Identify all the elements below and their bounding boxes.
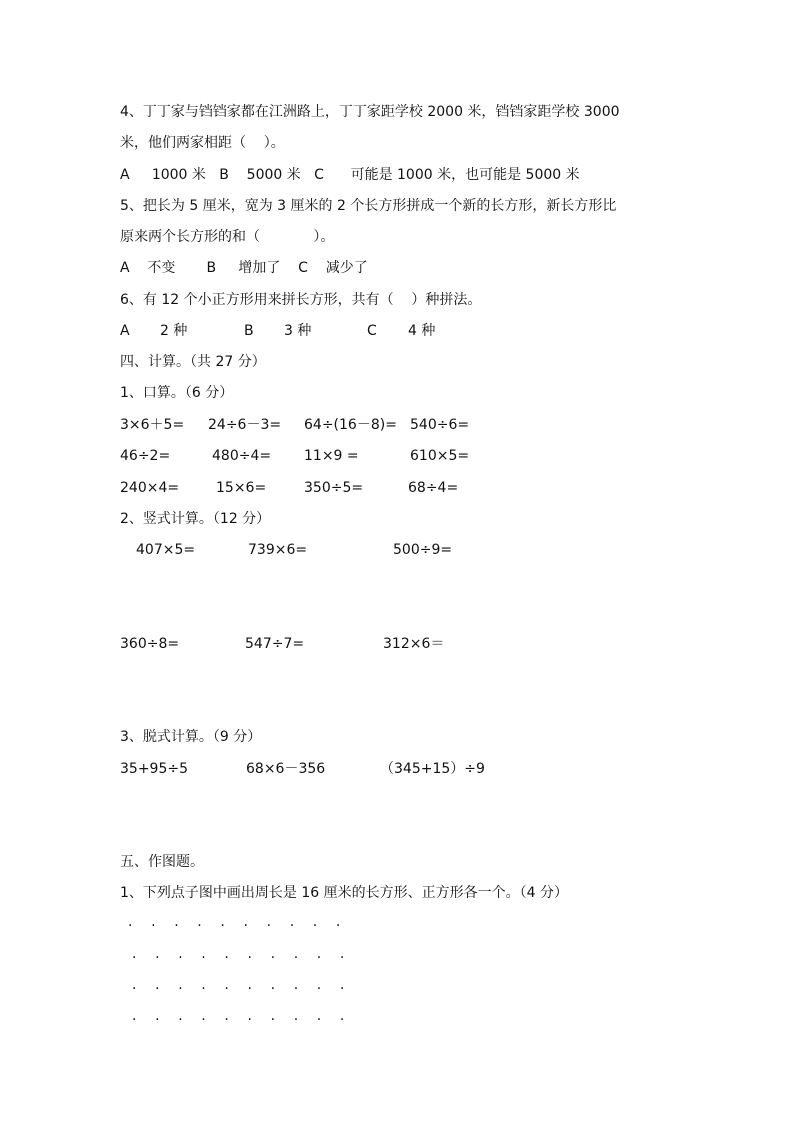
grid-dot: . bbox=[270, 977, 276, 993]
vertical-title: 2、竖式计算。（12 分） bbox=[120, 511, 271, 527]
grid-dot: . bbox=[293, 977, 299, 993]
grid-dot: . bbox=[316, 977, 322, 993]
q6-option-a-letter: A bbox=[120, 323, 130, 339]
oral-item: 3×6＋5= bbox=[120, 417, 185, 433]
oral-item: 46÷2= bbox=[120, 448, 171, 464]
grid-dot: . bbox=[132, 946, 137, 962]
oral-item: 11×9 = bbox=[304, 448, 359, 464]
grid-dot: . bbox=[178, 946, 183, 962]
q5-line1: 5、把长为 5 厘米，宽为 3 厘米的 2 个长方形拼成一个新的长方形，新长方形比 bbox=[120, 198, 617, 214]
grid-dot: . bbox=[243, 914, 248, 930]
grid-dot: . bbox=[201, 1008, 206, 1024]
q4-line1: 4、丁丁家与铛铛家都在江洲路上，丁丁家距学校 2000 米，铛铛家距学校 3000 bbox=[120, 104, 620, 120]
stepwise-item: 68×6－356 bbox=[246, 761, 326, 777]
grid-dot: . bbox=[174, 914, 179, 930]
grid-dot: . bbox=[132, 1008, 137, 1024]
grid-dot: . bbox=[335, 914, 341, 930]
grid-dot: . bbox=[224, 1008, 229, 1024]
q6-option-a-text: 2 种 bbox=[160, 323, 188, 339]
grid-dot: . bbox=[339, 946, 345, 962]
oral-item: 240×4= bbox=[120, 480, 180, 496]
grid-dot: . bbox=[293, 1008, 299, 1024]
oral-item: 24÷6－3= bbox=[208, 417, 282, 433]
oral-item: 610×5= bbox=[410, 448, 470, 464]
section4-title: 四、计算。（共 27 分） bbox=[120, 354, 266, 370]
stepwise-item: （345+15）÷9 bbox=[380, 761, 485, 777]
grid-dot: . bbox=[201, 946, 206, 962]
q4-line2: 米，他们两家相距（ ）。 bbox=[120, 135, 285, 151]
grid-dot: . bbox=[266, 914, 272, 930]
oral-item: 480÷4= bbox=[212, 448, 272, 464]
grid-dot: . bbox=[201, 977, 206, 993]
grid-dot: . bbox=[339, 1008, 345, 1024]
oral-item: 540÷6= bbox=[410, 417, 470, 433]
grid-dot: . bbox=[339, 977, 345, 993]
stepwise-title: 3、脱式计算。（9 分） bbox=[120, 729, 262, 745]
section5-q1: 1、下列点子图中画出周长是 16 厘米的长方形、正方形各一个。（4 分） bbox=[120, 885, 568, 901]
grid-dot: . bbox=[312, 914, 318, 930]
grid-dot: . bbox=[128, 914, 133, 930]
grid-dot: . bbox=[178, 977, 183, 993]
oral-title: 1、口算。（6 分） bbox=[120, 385, 234, 401]
grid-dot: . bbox=[155, 977, 160, 993]
grid-dot: . bbox=[178, 1008, 183, 1024]
grid-dot: . bbox=[224, 977, 229, 993]
grid-dot: . bbox=[270, 946, 276, 962]
grid-dot: . bbox=[224, 946, 229, 962]
q5-options: A 不变 B 增加了 C 减少了 bbox=[120, 260, 368, 276]
oral-item: 15×6= bbox=[216, 480, 267, 496]
oral-item: 64÷(16－8)= bbox=[304, 417, 397, 433]
grid-dot: . bbox=[155, 946, 160, 962]
grid-dot: . bbox=[247, 1008, 252, 1024]
vertical-item: 739×6= bbox=[248, 542, 308, 558]
grid-dot: . bbox=[293, 946, 299, 962]
vertical-item: 547÷7= bbox=[245, 636, 305, 652]
vertical-item: 312×6＝ bbox=[383, 636, 445, 652]
grid-dot: . bbox=[247, 977, 252, 993]
q6-option-c-letter: C bbox=[367, 323, 377, 339]
grid-dot: . bbox=[289, 914, 295, 930]
q6-line1: 6、有 12 个小正方形用来拼长方形，共有（ ）种拼法。 bbox=[120, 292, 482, 308]
q6-option-b-text: 3 种 bbox=[284, 323, 312, 339]
stepwise-item: 35+95÷5 bbox=[120, 761, 188, 777]
grid-dot: . bbox=[132, 977, 137, 993]
oral-item: 68÷4= bbox=[408, 480, 459, 496]
grid-dot: . bbox=[270, 1008, 276, 1024]
vertical-item: 407×5= bbox=[136, 542, 196, 558]
section5-title: 五、作图题。 bbox=[120, 854, 204, 870]
grid-dot: . bbox=[316, 946, 322, 962]
q6-option-b-letter: B bbox=[244, 323, 254, 339]
grid-dot: . bbox=[247, 946, 252, 962]
vertical-item: 360÷8= bbox=[120, 636, 180, 652]
q4-options: A 1000 米 B 5000 米 C 可能是 1000 米，也可能是 5000 米 bbox=[120, 167, 580, 183]
q6-option-c-text: 4 种 bbox=[408, 323, 436, 339]
grid-dot: . bbox=[155, 1008, 160, 1024]
grid-dot: . bbox=[316, 1008, 322, 1024]
grid-dot: . bbox=[197, 914, 202, 930]
grid-dot: . bbox=[220, 914, 225, 930]
q5-line2: 原来两个长方形的和（ ）。 bbox=[120, 229, 335, 245]
oral-item: 350÷5= bbox=[304, 480, 364, 496]
grid-dot: . bbox=[151, 914, 156, 930]
vertical-item: 500÷9= bbox=[393, 542, 453, 558]
